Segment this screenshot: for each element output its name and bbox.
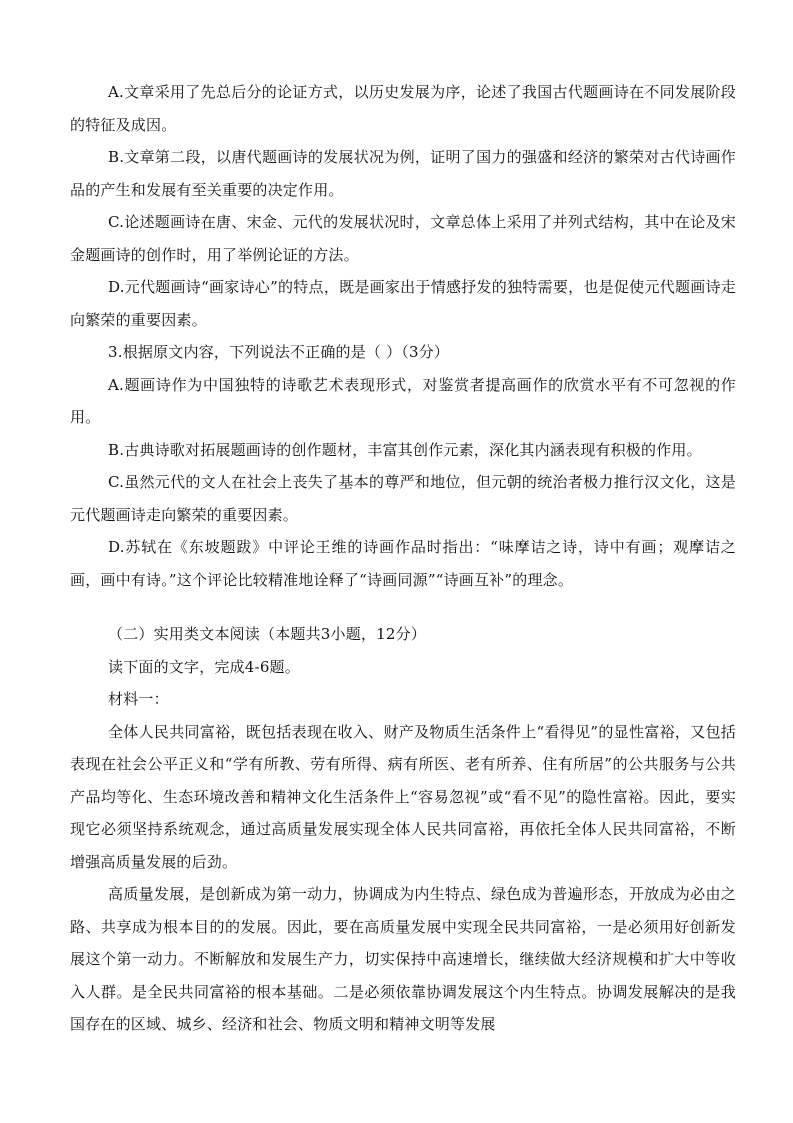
q3-option-a: A.题画诗作为中国独特的诗歌艺术表现形式，对鉴赏者提高画作的欣赏水平有不可忽视的作用。 — [70, 375, 736, 426]
material-paragraph-1: 全体人民共同富裕，既包括表现在收入、财产及物质生活条件上“看得见”的显性富裕，又包括表现在社会公平正义和“学有所教、劳有所得、病有所医、老有所养、住有所居”的公共服务与公共产品均等化、生态环境改善和精神文化生活条件上“容易忽视”或“看不见”的隐性富裕。因此，要实现它必须坚持系统观念，通过高质量发展实现全体人民共同富裕，再依托全体人民共同富裕，不断增强高质量发展的后劲。 — [70, 722, 736, 871]
document-page — [70, 76, 736, 1041]
q2-option-c: C.论述题画诗在唐、宋金、元代的发展状况时，文章总体上采用了并列式结构，其中在论及宋金题画诗的创作时，用了举例论证的方法。 — [70, 213, 736, 264]
material-label: 材料一： — [108, 690, 169, 708]
q2-option-b: B.文章第二段，以唐代题画诗的发展状况为例，证明了国力的强盛和经济的繁荣对古代诗画作品的产生和发展有至关重要的决定作用。 — [70, 148, 736, 199]
section-gap — [70, 596, 736, 618]
reading-instruction: 读下面的文字，完成4-6题。 — [108, 657, 300, 676]
q2-option-a: A.文章采用了先总后分的论证方式，以历史发展为序，论述了我国古代题画诗在不同发展阶段的特征及成因。 — [70, 83, 736, 134]
q3-option-b: B.古典诗歌对拓展题画诗的创作题材，丰富其创作元素，深化其内涵表现有积极的作用。 — [108, 440, 702, 459]
q2-option-d: D.元代题画诗“画家诗心”的特点，既是画家出于情感抒发的独特需要，也是促使元代题画诗走向繁荣的重要因素。 — [70, 278, 736, 329]
q3-stem: 3.根据原文内容，下列说法不正确的是（ ）（3分） — [108, 343, 450, 361]
material-paragraph-2: 高质量发展，是创新成为第一动力，协调成为内生特点、绿色成为普遍形态，开放成为必由之路、共享成为根本目的的发展。因此，要在高质量发展中实现全民共同富裕，一是必须用好创新发展这个第一动力。不断解放和发展生产力，切实保持中高速增长，继续做大经济规模和扩大中等收入人群。是全民共同富裕的根本基础。二是必须依靠协调发展这个内生特点。协调发展解决的是我国存在的区域、城乡、经济和社会、物质文明和精神文明等发展 — [70, 885, 736, 1033]
q3-option-c: C.虽然元代的文人在社会上丧失了基本的尊严和地位，但元朝的统治者极力推行汉文化，这是元代题画诗走向繁荣的重要因素。 — [70, 473, 736, 524]
q3-option-d: D.苏轼在《东坡题跋》中评论王维的诗画作品时指出：“味摩诘之诗，诗中有画；观摩诘之画，画中有诗。”这个评论比较精准地诠释了“诗画同源”“诗画互补”的理念。 — [70, 538, 736, 589]
section-heading: （二）实用类文本阅读（本题共3小题，12分） — [108, 625, 427, 643]
